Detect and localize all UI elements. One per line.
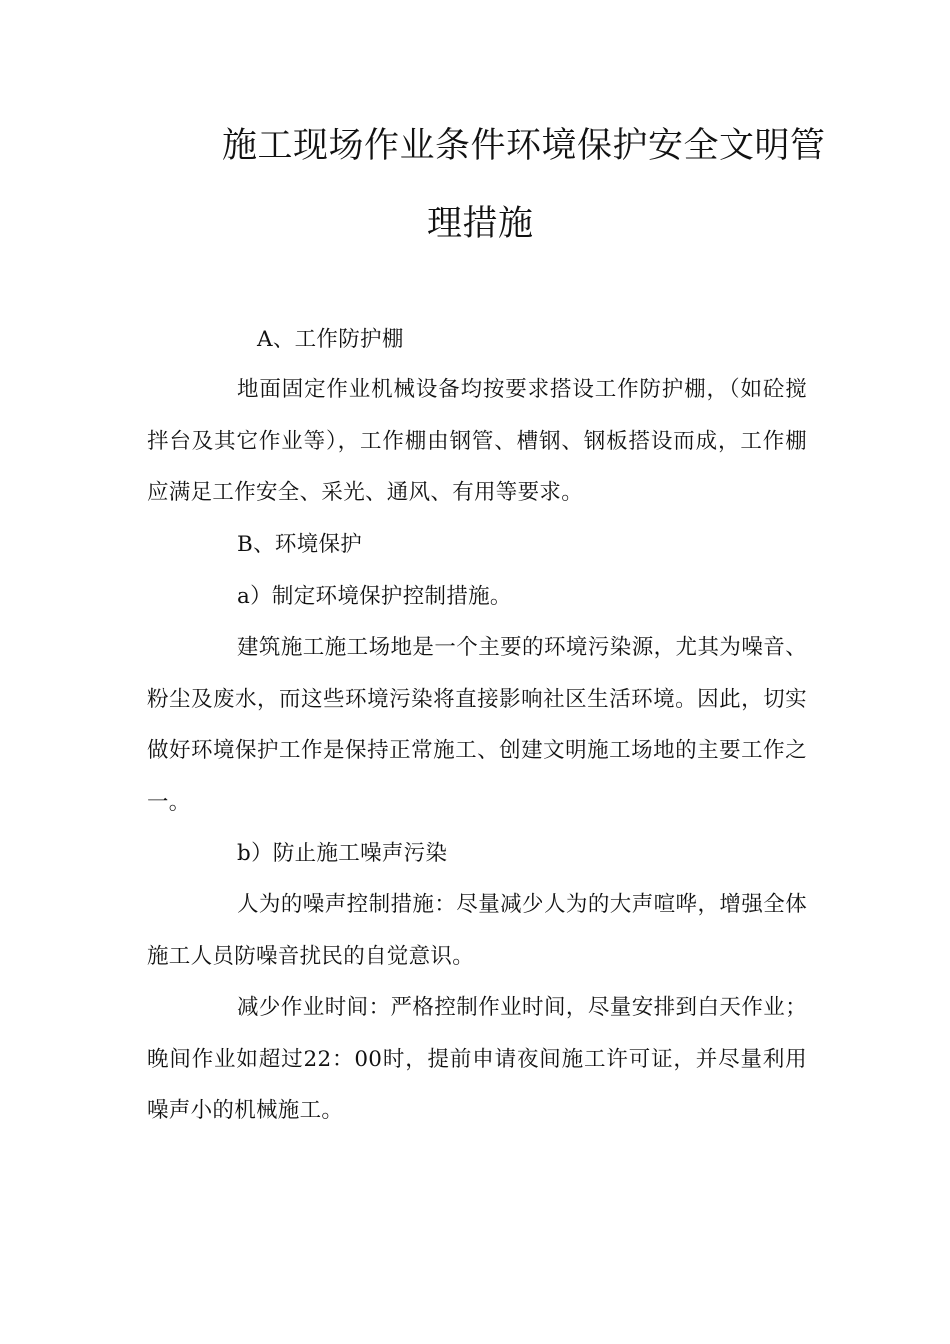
subheading-b: b）防止施工噪声污染 bbox=[237, 841, 448, 866]
document-title-line-1: 施工现场作业条件环境保护安全文明管 bbox=[222, 126, 826, 166]
section-heading-a: A、工作防护棚 bbox=[257, 327, 404, 352]
paragraph-work-hours: 减少作业时间：严格控制作业时间，尽量安排到白天作业；晚间作业如超过22：00时，提前申请夜间施工许可证，并尽量利用噪声小的机械施工。 bbox=[147, 995, 807, 1124]
document-title-line-2: 理措施 bbox=[427, 204, 534, 244]
section-heading-b: B、环境保护 bbox=[237, 532, 363, 557]
paragraph-human-noise: 人为的噪声控制措施：尽量减少人为的大声喧哗，增强全体施工人员防噪音扰民的自觉意识。 bbox=[147, 892, 807, 969]
paragraph-work-shed: 地面固定作业机械设备均按要求搭设工作防护棚，（如砼搅拌台及其它作业等），工作棚由钢管、槽钢、钢板搭设而成，工作棚应满足工作安全、采光、通风、有用等要求。 bbox=[147, 377, 807, 506]
subheading-a: a）制定环境保护控制措施。 bbox=[237, 584, 512, 609]
paragraph-environment-pollution: 建筑施工施工场地是一个主要的环境污染源，尤其为噪音、粉尘及废水，而这些环境污染将直接影响社区生活环境。因此，切实做好环境保护工作是保持正常施工、创建文明施工场地的主要工作之一。 bbox=[147, 635, 807, 815]
